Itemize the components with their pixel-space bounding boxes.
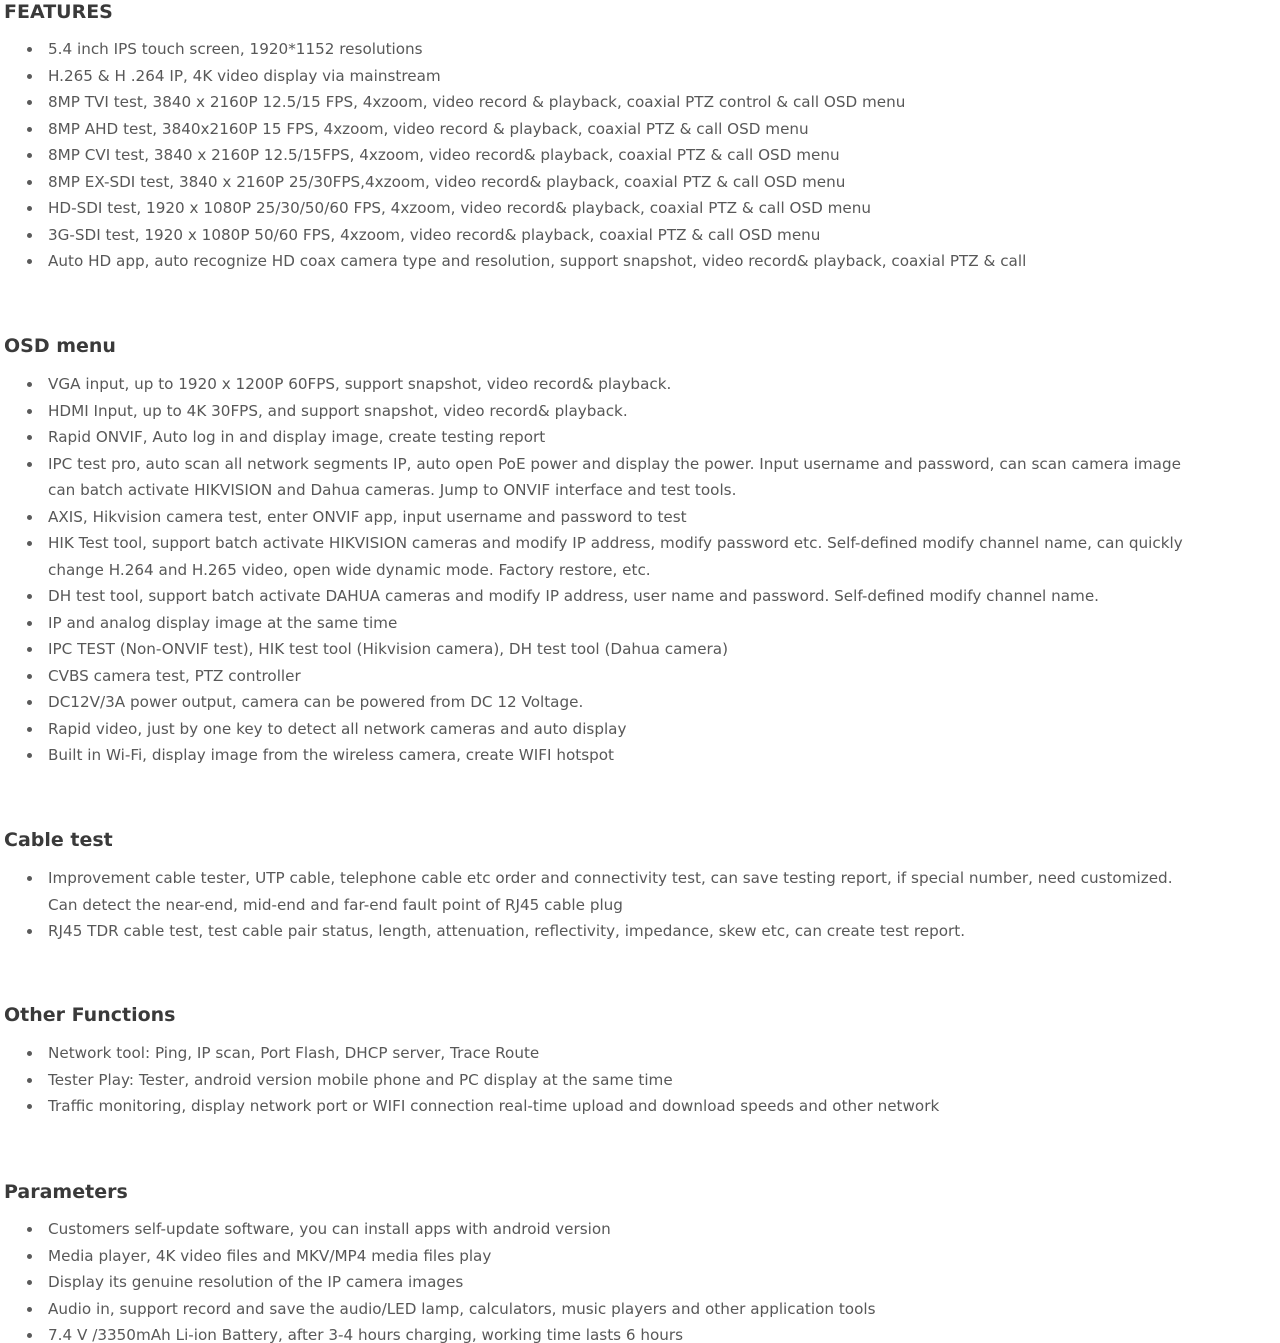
item-text: 8MP EX-SDI test, 3840 x 2160P 25/30FPS,4xzoom, video record& playback, coaxial PTZ & call OSD menu: [48, 172, 846, 191]
list-item: [0, 663, 1276, 690]
item-text: DH test tool, support batch activate DAHUA cameras and modify IP address, user name and password. Self-defined modify channel name.: [48, 587, 1099, 605]
item-text: Tester Play: Tester, android version mobile phone and PC display at the same time: [48, 1070, 673, 1089]
item-text: Built in Wi-Fi, display image from the wireless camera, create WIFI hotspot: [48, 746, 614, 764]
item-text-continued: change H.264 and H.265 video, open wide dynamic mode. Factory restore, etc.: [48, 560, 651, 579]
item-text: H.265 & H .264 IP, 4K video display via mainstream: [48, 66, 441, 85]
item-text: Display its genuine resolution of the IP camera images: [48, 1273, 464, 1291]
list-item: [0, 451, 1276, 504]
section-title: Parameters: [4, 1181, 128, 1203]
list-item: [0, 371, 1276, 398]
item-text: 8MP AHD test, 3840x2160P 15 FPS, 4xzoom, video record & playback, coaxial PTZ & call OSD menu: [48, 119, 809, 138]
list-item: [0, 36, 1276, 63]
item-text: HIK Test tool, support batch activate HIKVISION cameras and modify IP address, modify password etc. Self-defined modify channel name, can quickly: [48, 534, 1183, 552]
item-text: DC12V/3A power output, camera can be powered from DC 12 Voltage.: [48, 693, 584, 711]
parameters-list: [0, 1216, 1276, 1343]
item-text: 8MP CVI test, 3840 x 2160P 12.5/15FPS, 4xzoom, video record& playback, coaxial PTZ & call OSD menu: [48, 146, 840, 164]
list-item: [0, 195, 1276, 222]
list-item: [0, 142, 1276, 169]
item-text: 3G-SDI test, 1920 x 1080P 50/60 FPS, 4xzoom, video record& playback, coaxial PTZ & call OSD menu: [48, 225, 821, 244]
item-text: Traffic monitoring, display network port or WIFI connection real-time upload and download speeds and other network: [48, 1097, 940, 1115]
item-text: Improvement cable tester, UTP cable, telephone cable etc order and connectivity test, can save testing report, if special number, need customized.: [48, 869, 1173, 887]
item-text: HD-SDI test, 1920 x 1080P 25/30/50/60 FPS, 4xzoom, video record& playback, coaxial PTZ & call OSD menu: [48, 199, 871, 217]
item-text: AXIS, Hikvision camera test, enter ONVIF app, input username and password to test: [48, 507, 687, 526]
list-item: [0, 1216, 1276, 1243]
item-text: Media player, 4K video files and MKV/MP4 media files play: [48, 1246, 492, 1265]
list-item: [0, 689, 1276, 716]
list-item: [0, 398, 1276, 425]
item-text-continued: can batch activate HIKVISION and Dahua cameras. Jump to ONVIF interface and test tools.: [48, 481, 737, 499]
list-item: [0, 248, 1276, 275]
list-item: [0, 865, 1276, 918]
list-item: [0, 1093, 1276, 1120]
section-title: FEATURES: [4, 1, 113, 23]
item-text: IP and analog display image at the same time: [48, 613, 398, 632]
list-item: [0, 742, 1276, 769]
item-text: Network tool: Ping, IP scan, Port Flash, DHCP server, Trace Route: [48, 1044, 540, 1062]
section-title: OSD menu: [4, 335, 116, 357]
list-item: [0, 1322, 1276, 1343]
item-text: Auto HD app, auto recognize HD coax camera type and resolution, support snapshot, video record& playback, coaxial PTZ & call: [48, 252, 1027, 270]
list-item: [0, 504, 1276, 531]
item-text: Rapid video, just by one key to detect all network cameras and auto display: [48, 719, 627, 738]
section-title: Cable test: [4, 829, 113, 851]
item-text: VGA input, up to 1920 x 1200P 60FPS, support snapshot, video record& playback.: [48, 375, 672, 393]
list-item: [0, 1243, 1276, 1270]
item-text: 7.4 V /3350mAh Li-ion Battery, after 3-4 hours charging, working time lasts 6 hours: [48, 1326, 684, 1343]
item-text: Audio in, support record and save the audio/LED lamp, calculators, music players and other application tools: [48, 1299, 876, 1318]
list-item: [0, 424, 1276, 451]
item-text: 5.4 inch IPS touch screen, 1920*1152 resolutions: [48, 40, 423, 58]
list-item: [0, 610, 1276, 637]
list-item: [0, 1067, 1276, 1094]
list-item: [0, 918, 1276, 945]
item-text: RJ45 TDR cable test, test cable pair status, length, attenuation, reflectivity, impedance, skew etc, can create test report.: [48, 922, 966, 940]
list-item: [0, 1040, 1276, 1067]
osd-menu-list: [0, 371, 1276, 769]
list-item: [0, 1296, 1276, 1323]
list-item: [0, 222, 1276, 249]
item-text: IPC TEST (Non-ONVIF test), HIK test tool (Hikvision camera), DH test tool (Dahua camera): [48, 640, 729, 658]
list-item: [0, 116, 1276, 143]
list-item: [0, 530, 1276, 583]
item-text-continued: Can detect the near-end, mid-end and far-end fault point of RJ45 cable plug: [48, 895, 623, 914]
list-item: [0, 63, 1276, 90]
list-item: [0, 716, 1276, 743]
cable-test-list: [0, 865, 1276, 945]
list-item: [0, 1269, 1276, 1296]
features-list: [0, 36, 1276, 275]
item-text: Customers self-update software, you can install apps with android version: [48, 1220, 611, 1238]
item-text: 8MP TVI test, 3840 x 2160P 12.5/15 FPS, 4xzoom, video record & playback, coaxial PTZ control & call OSD menu: [48, 93, 906, 111]
item-text: HDMI Input, up to 4K 30FPS, and support snapshot, video record& playback.: [48, 401, 628, 420]
other-functions-list: [0, 1040, 1276, 1120]
section-title: Other Functions: [4, 1004, 176, 1026]
list-item: [0, 636, 1276, 663]
list-item: [0, 583, 1276, 610]
item-text: Rapid ONVIF, Auto log in and display image, create testing report: [48, 428, 546, 446]
item-text: CVBS camera test, PTZ controller: [48, 666, 301, 685]
list-item: [0, 169, 1276, 196]
item-text: IPC test pro, auto scan all network segments IP, auto open PoE power and display the power. Input username and password, can scan camera image: [48, 454, 1181, 473]
list-item: [0, 89, 1276, 116]
